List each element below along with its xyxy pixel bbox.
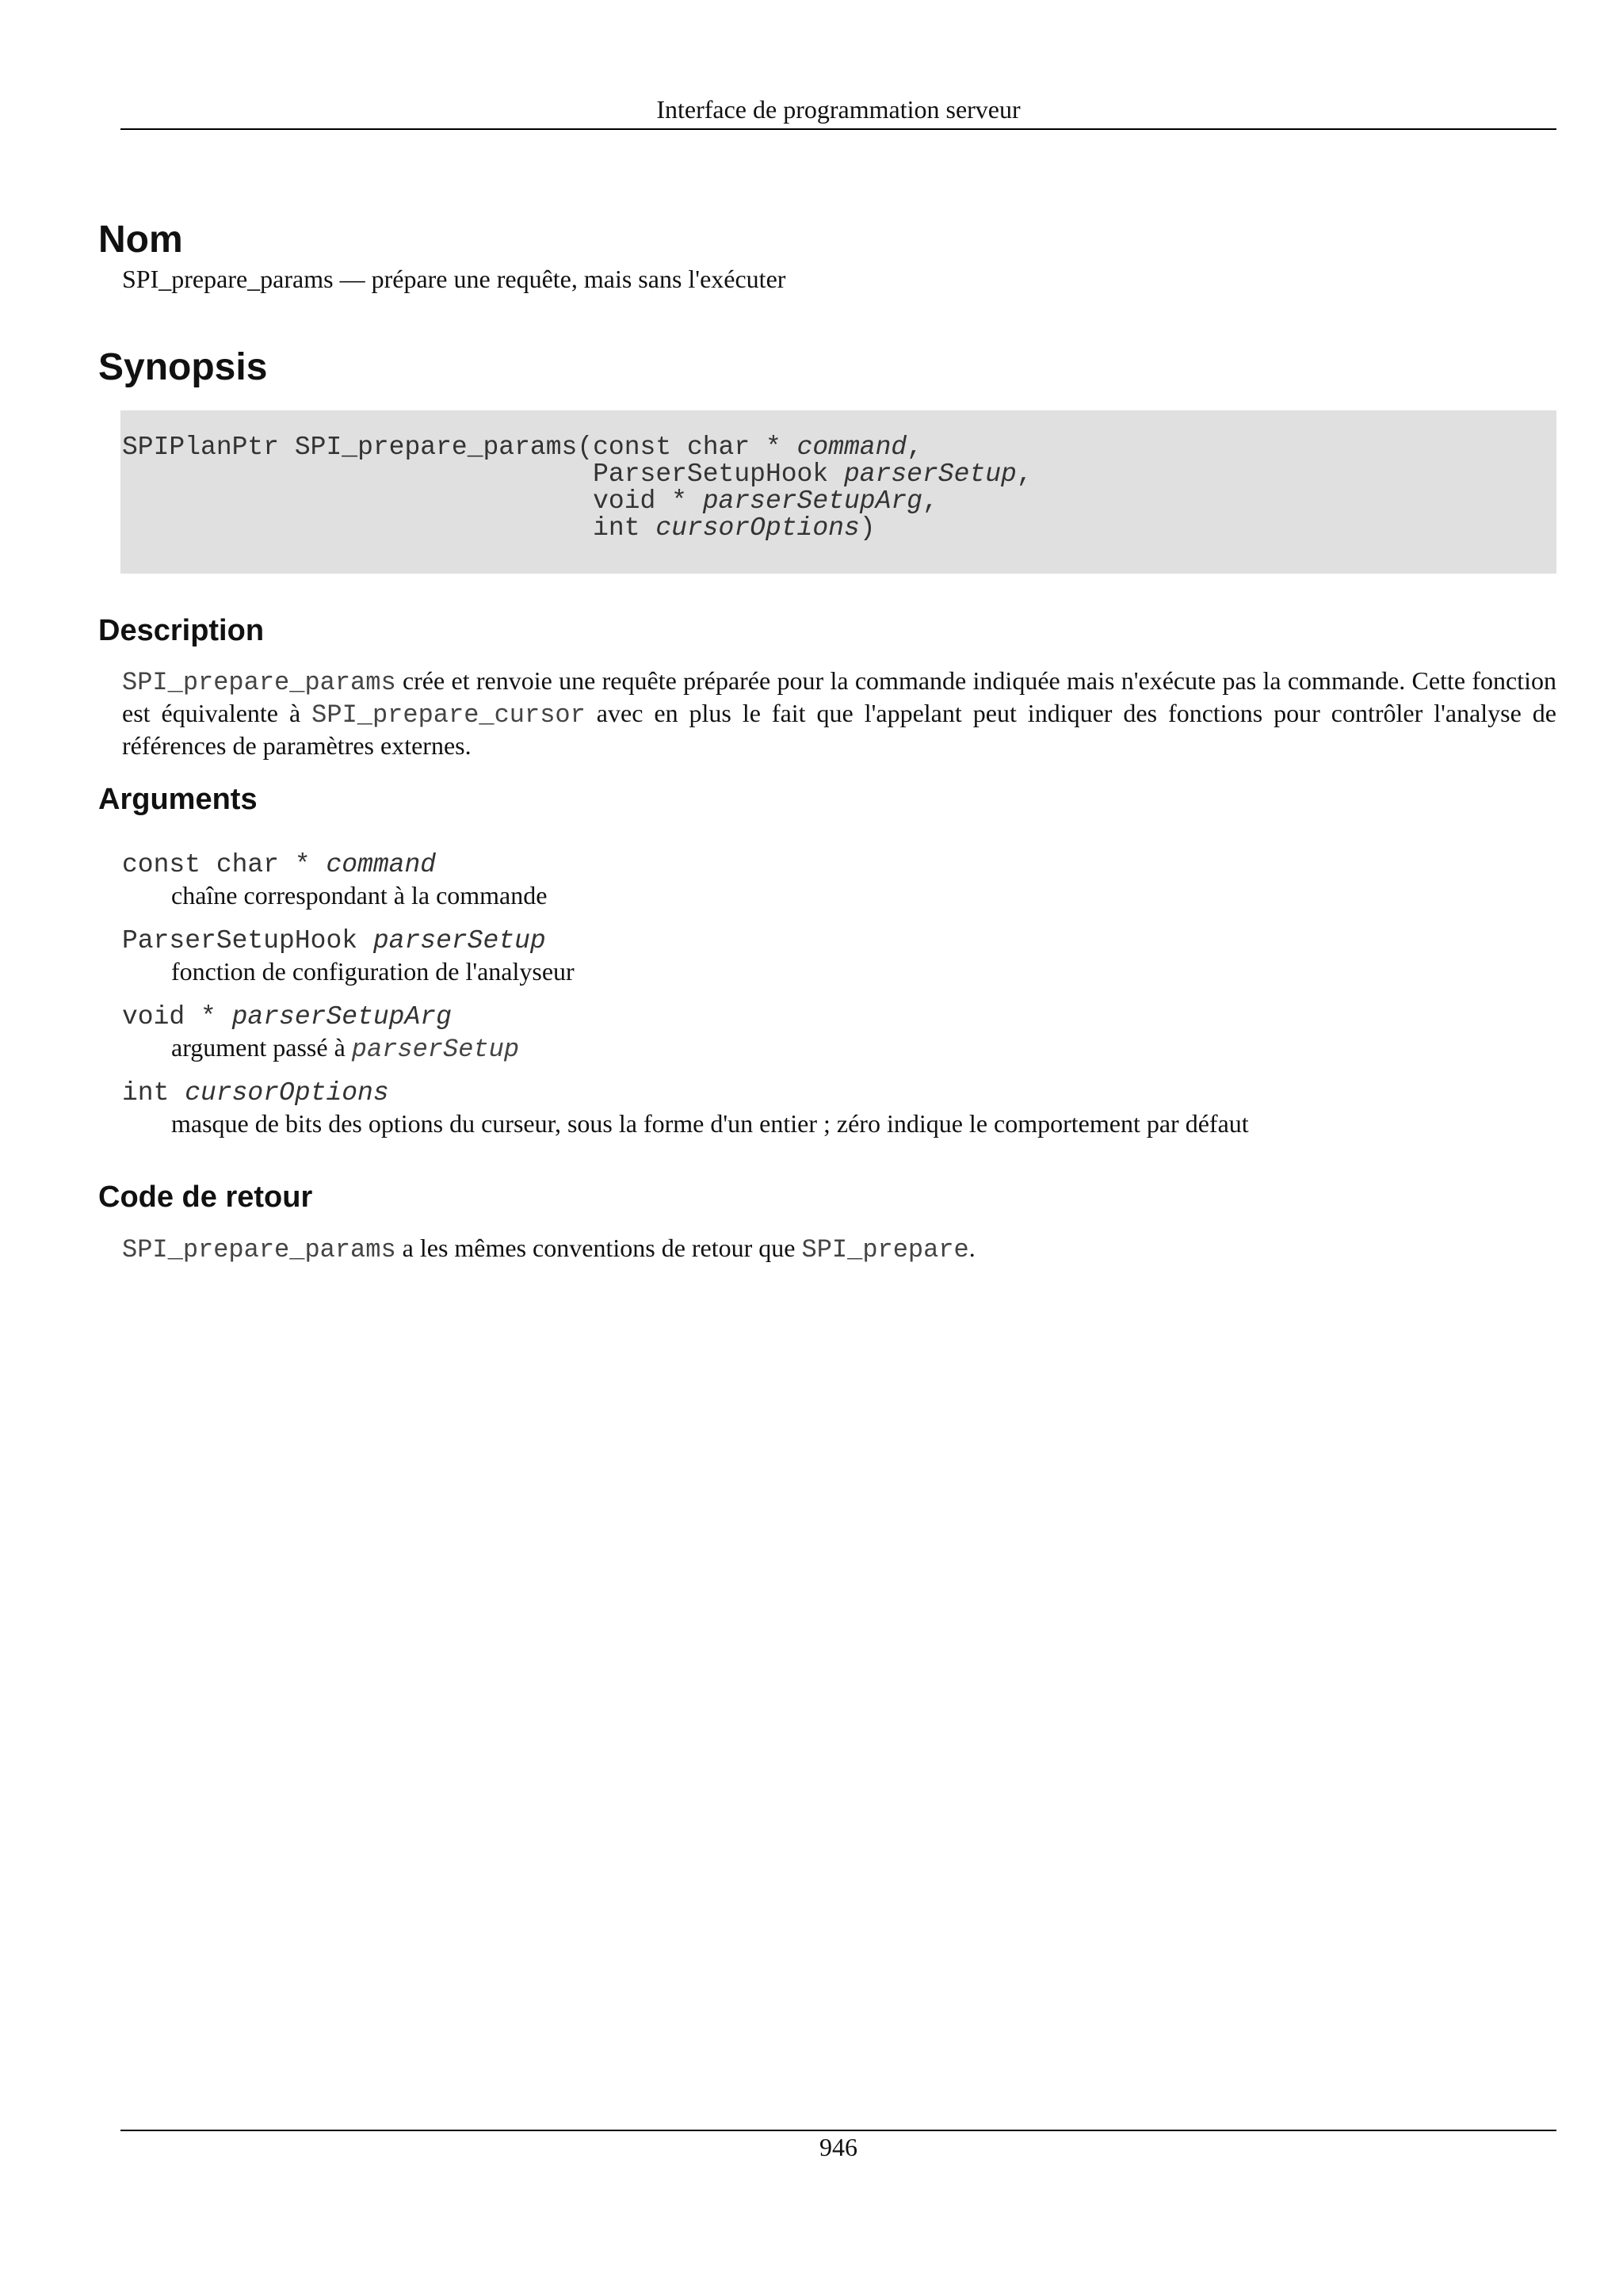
description-text [122,666,1556,761]
code-function-name: SPI_prepare_params( [294,433,594,462]
code-arg-end: , [907,433,923,462]
heading-nom: Nom [98,219,183,261]
code-arg-var: parserSetup [843,460,1017,489]
return-text [122,1233,1556,1265]
synopsis-code-block [120,410,1556,574]
return-text-part: a les mêmes conventions de retour que [395,1234,802,1262]
argument-term [122,849,436,881]
code-return-type: SPIPlanPtr [122,433,280,462]
inline-code: SPI_prepare_params [122,668,396,697]
arg-desc-text: argument passé à [171,1033,352,1062]
arg-type: ParserSetupHook [122,926,373,955]
code-arg-var: cursorOptions [655,513,860,543]
heading-description: Description [98,614,265,647]
code-arg-end: , [1016,460,1033,489]
argument-term [122,1077,389,1109]
code-arg-end: , [922,486,938,516]
running-header: Interface de programmation serveur [656,95,1021,124]
heading-arguments: Arguments [98,783,258,816]
name-text: SPI_prepare_params — prépare une requête, mais sans l'exécuter [122,265,786,293]
code-arg-type: const char * [593,433,797,462]
return-text-part: . [968,1234,976,1262]
heading-synopsis: Synopsis [98,346,268,388]
inline-code: SPI_prepare [801,1235,969,1264]
argument-description [171,1032,519,1066]
arg-var: parserSetupArg [231,1002,452,1032]
arg-type: const char * [122,850,327,879]
inline-code: SPI_prepare_params [122,1235,396,1264]
inline-code: SPI_prepare_cursor [311,700,586,730]
arg-type: int [122,1078,185,1108]
code-arg-type: int [593,513,656,543]
argument-description: chaîne correspondant à la commande [171,881,548,910]
description-text-part: avec en plus le fait que l'appelant peut indiquer des fonctions pour contrôler l'analyse de références de paramètres externes. [122,699,1557,760]
code-arg-var: parserSetupArg [702,486,922,516]
arg-var: command [326,850,437,879]
argument-description: fonction de configuration de l'analyseur [171,957,575,986]
synopsis-code [122,434,1033,542]
argument-term [122,925,546,957]
code-arg-type: ParserSetupHook [593,460,844,489]
arg-desc-var: parserSetup [351,1035,520,1064]
arg-var: parserSetup [372,926,546,955]
arg-var: cursorOptions [185,1078,389,1108]
code-arg-var: command [796,433,907,462]
arg-type: void * [122,1002,232,1032]
heading-return: Code de retour [98,1180,313,1214]
page-number: 946 [819,2133,857,2161]
argument-description: masque de bits des options du curseur, sous la forme d'un entier ; zéro indique le comportement par défaut [171,1109,1249,1138]
code-arg-type: void * [593,486,703,516]
header-rule [120,128,1556,130]
argument-term [122,1001,452,1033]
description-text-part: crée et renvoie une requête préparée pour la commande indiquée mais n'exécute pas la commande. Cette fonction est équivalente à [122,666,1556,727]
code-arg-end: ) [859,513,876,543]
